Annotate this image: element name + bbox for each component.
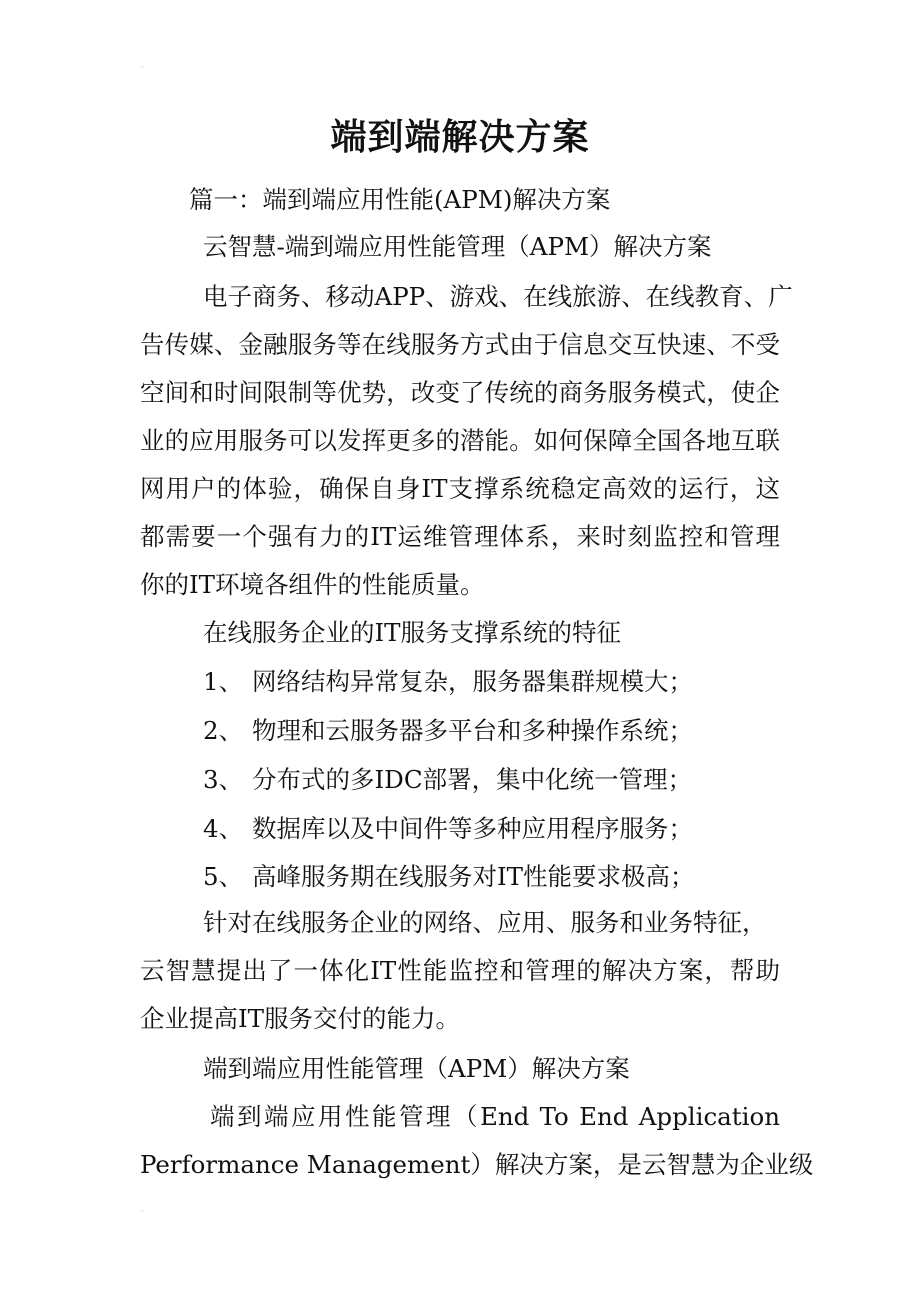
intro-line-6: 都需要一个强有力的IT运维管理体系，来时刻监控和管理 <box>140 522 780 551</box>
feature-text: 数据库以及中间件等多种应用程序服务； <box>252 814 693 843</box>
solution-line-1: 针对在线服务企业的网络、应用、服务和业务特征， <box>203 908 767 937</box>
intro-line-2: 告传媒、金融服务等在线服务方式由于信息交互快速、不受 <box>140 330 780 359</box>
feature-number: 4、 <box>203 814 244 843</box>
page-title: 端到端解决方案 <box>330 116 590 158</box>
feature-text: 物理和云服务器多平台和多种操作系统； <box>252 716 693 745</box>
features-heading: 在线服务企业的IT服务支撑系统的特征 <box>203 618 622 647</box>
intro-line-4: 业的应用服务可以发挥更多的潜能。如何保障全国各地互联 <box>140 426 780 455</box>
feature-text: 网络结构异常复杂，服务器集群规模大； <box>252 667 693 696</box>
solution-line-3: 企业提高IT服务交付的能力。 <box>140 1004 461 1033</box>
subtitle: 云智慧-端到端应用性能管理（APM）解决方案 <box>203 232 712 261</box>
feature-text: 高峰服务期在线服务对IT性能要求极高； <box>252 862 695 891</box>
feature-number: 2、 <box>203 716 244 745</box>
intro-line-7: 你的IT环境各组件的性能质量。 <box>140 570 485 599</box>
intro-line-5: 网用户的体验，确保自身IT支撑系统稳定高效的运行，这 <box>140 474 780 503</box>
feature-number: 5、 <box>203 862 244 891</box>
apm-line-2: Performance Management）解决方案，是云智慧为企业级 <box>140 1150 814 1179</box>
feature-text: 分布式的多IDC部署，集中化统一管理； <box>252 765 693 794</box>
section-heading: 篇一：端到端应用性能(APM)解决方案 <box>189 185 611 214</box>
intro-line-3: 空间和时间限制等优势，改变了传统的商务服务模式，使企 <box>140 378 780 407</box>
intro-line-1: 电子商务、移动APP、游戏、在线旅游、在线教育、广 <box>203 282 793 311</box>
corner-mark-bottom: · <box>141 1207 144 1217</box>
apm-heading: 端到端应用性能管理（APM）解决方案 <box>203 1054 630 1083</box>
solution-line-2: 云智慧提出了一体化IT性能监控和管理的解决方案，帮助 <box>140 956 780 985</box>
feature-number: 3、 <box>203 765 244 794</box>
feature-number: 1、 <box>203 667 244 696</box>
corner-mark-top: · <box>141 63 144 73</box>
apm-line-1: 端到端应用性能管理（End To End Application <box>210 1102 780 1131</box>
